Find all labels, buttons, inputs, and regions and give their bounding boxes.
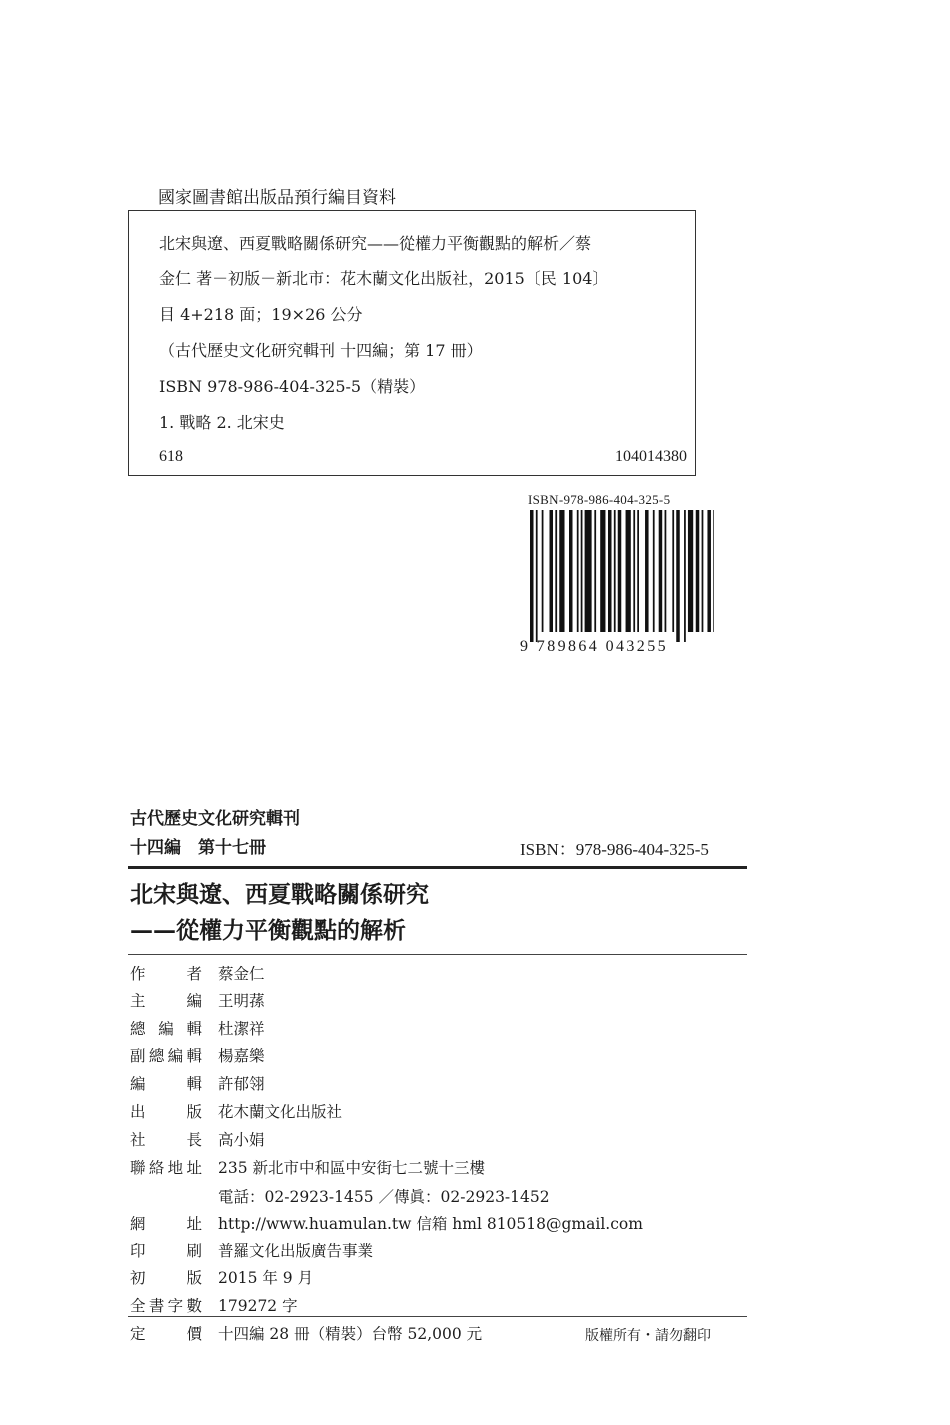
barcode-bar xyxy=(659,510,663,632)
book-subtitle: ——從權力平衡觀點的解析 xyxy=(130,917,406,944)
credit-row-chief-editor xyxy=(130,989,265,1011)
barcode xyxy=(522,492,712,664)
barcode-isbn-label: ISBN-978-986-404-325-5 xyxy=(528,492,671,507)
barcode-bar xyxy=(600,510,605,632)
barcode-bar xyxy=(676,510,680,642)
barcode-bars xyxy=(522,510,714,642)
cip-line-title: 北宋與遼、西夏戰略關係研究——從權力平衡觀點的解析／蔡 xyxy=(159,234,592,253)
barcode-bar xyxy=(653,510,655,632)
barcode-bar xyxy=(594,510,596,632)
barcode-bar xyxy=(542,510,544,632)
cip-class-number: 618 xyxy=(159,448,183,465)
barcode-bar xyxy=(702,510,704,632)
book-title: 北宋與遼、西夏戰略關係研究 xyxy=(130,881,429,908)
cip-line-series: （古代歷史文化研究輯刊 十四編；第 17 冊） xyxy=(159,341,483,360)
barcode-bar xyxy=(645,510,649,632)
credit-row-first-edition xyxy=(130,1266,314,1288)
credit-row-printer xyxy=(130,1239,374,1261)
credit-row-publisher xyxy=(130,1100,343,1122)
barcode-digits: 9 789864 043255 xyxy=(520,638,668,655)
credit-row-address xyxy=(130,1156,486,1178)
credit-value: 花木蘭文化出版社 xyxy=(218,1103,343,1121)
barcode-bar xyxy=(672,510,674,632)
series-volume: 十四編 第十七冊 xyxy=(130,838,266,858)
credit-value: 十四編 28 冊（精裝）台幣 52,000 元 xyxy=(218,1325,483,1343)
barcode-bar xyxy=(585,510,592,632)
credit-value: 王明蓀 xyxy=(218,992,265,1010)
credit-row-president xyxy=(130,1128,265,1150)
credit-value: 普羅文化出版廣告事業 xyxy=(218,1242,374,1260)
barcode-bar xyxy=(581,510,583,632)
barcode-bar xyxy=(707,510,711,632)
credit-value: 179272 字 xyxy=(218,1297,298,1315)
credit-value: http://www.huamulan.tw 信箱 hml 810518@gmail.com xyxy=(218,1215,643,1233)
credit-label: 出版 xyxy=(130,1103,202,1121)
barcode-bar xyxy=(684,510,686,642)
credit-value: 2015 年 9 月 xyxy=(218,1269,314,1287)
credit-label: 聯絡地址 xyxy=(130,1159,202,1177)
credit-label: 主編 xyxy=(130,992,202,1010)
cip-line-pages: 目 4+218 面；19×26 公分 xyxy=(159,305,363,324)
credit-label: 初版 xyxy=(130,1269,202,1287)
barcode-bar xyxy=(688,510,693,632)
cip-heading: 國家圖書館出版品預行編目資料 xyxy=(158,188,396,208)
barcode-bar xyxy=(530,510,534,642)
cip-line-subjects: 1. 戰略 2. 北宋史 xyxy=(159,413,285,432)
credit-label: 副總編輯 xyxy=(130,1047,202,1065)
credit-row-website xyxy=(130,1212,643,1234)
barcode-bar xyxy=(626,510,631,632)
cip-record-number: 104014380 xyxy=(615,448,687,465)
credit-value: 杜潔祥 xyxy=(218,1020,265,1038)
barcode-bar xyxy=(696,510,700,632)
barcode-bar xyxy=(637,510,639,632)
credit-label: 全書字數 xyxy=(130,1297,202,1315)
series-title: 古代歷史文化研究輯刊 xyxy=(130,809,300,829)
credit-value: 蔡金仁 xyxy=(218,965,265,983)
credit-value: 235 新北市中和區中安街七二號十三樓 xyxy=(218,1159,486,1177)
credit-label: 網址 xyxy=(130,1215,202,1233)
copyright-notice: 版權所有・請勿翻印 xyxy=(585,1328,711,1344)
contact-phone-fax: 電話：02-2923-1455 ／傳眞：02-2923-1452 xyxy=(218,1188,550,1206)
barcode-bar xyxy=(559,510,564,632)
barcode-bar xyxy=(618,510,622,632)
barcode-bar xyxy=(614,510,616,632)
credit-value: 楊嘉樂 xyxy=(218,1047,265,1065)
credit-label: 作者 xyxy=(130,965,202,983)
title-rule-thick xyxy=(128,866,747,869)
barcode-bar xyxy=(633,510,635,632)
barcode-bar xyxy=(569,510,573,632)
credit-row-price xyxy=(130,1322,483,1344)
barcode-bar xyxy=(608,510,612,632)
cip-line-author: 金仁 著－初版－新北市：花木蘭文化出版社，2015〔民 104〕 xyxy=(159,269,609,288)
cip-line-isbn: ISBN 978-986-404-325-5（精裝） xyxy=(159,377,426,396)
credit-label: 定價 xyxy=(130,1325,202,1343)
credit-value: 高小娟 xyxy=(218,1131,265,1149)
credit-label: 印刷 xyxy=(130,1242,202,1260)
barcode-bar xyxy=(577,510,579,632)
price-rule xyxy=(128,1316,747,1317)
credit-row-word-count xyxy=(130,1294,298,1316)
cip-record-box xyxy=(128,210,696,476)
credit-row-deputy-editor xyxy=(130,1044,265,1066)
series-isbn: ISBN：978-986-404-325-5 xyxy=(520,840,709,859)
barcode-bar xyxy=(665,510,667,632)
credit-label: 編輯 xyxy=(130,1075,202,1093)
credit-row-author xyxy=(130,962,265,984)
barcode-bar xyxy=(550,510,554,632)
credit-value: 許郁翎 xyxy=(218,1075,265,1093)
credit-label: 總編輯 xyxy=(130,1020,202,1038)
barcode-bar xyxy=(555,510,557,632)
credit-label: 社長 xyxy=(130,1131,202,1149)
credit-row-editor-in-chief xyxy=(130,1017,265,1039)
barcode-bar xyxy=(536,510,538,642)
credit-row-editor xyxy=(130,1072,265,1094)
title-rule-thin xyxy=(128,954,747,955)
barcode-bar xyxy=(713,510,714,632)
